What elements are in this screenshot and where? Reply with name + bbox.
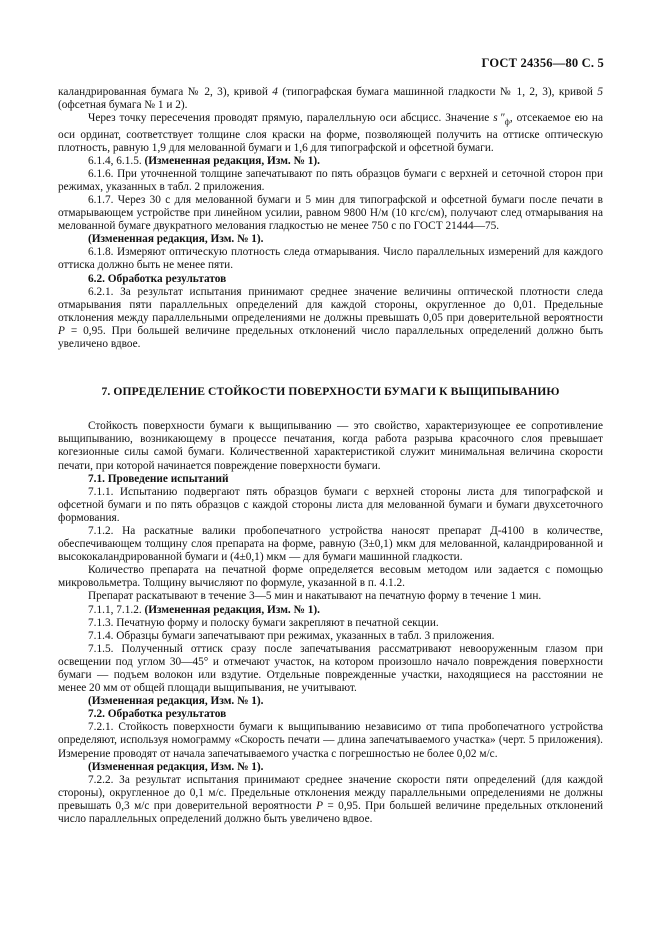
- text-run: 7.2.2. За результат испытания принимают среднее значение скорости пяти определений (для каждой стороны), округленное до 0,1 м/с. Предельные отклонения между параллельными определениями не должны превышать 0,3 м/с при доверительной вероятности: [58, 773, 603, 812]
- symbol-p: P: [58, 324, 65, 337]
- curve-number: 4: [272, 86, 278, 98]
- paragraph-7-1-3: 7.1.3. Печатную форму и полоску бумаги закрепляют в печатной секции.: [88, 616, 439, 629]
- paragraph-7-2-1: 7.2.1. Стойкость поверхности бумаги к выщипыванию независимо от типа пробопечатного устройства определяют, используя номограмму «Скорость печати — длина запечатываемого участка» (черт. 5 приложения). Измерение проводят от начала запечатываемого участка с погрешностью не более 0,02 м/с.: [58, 721, 603, 760]
- paragraph-7-1-5: 7.1.5. Полученный оттиск сразу после запечатывания рассматривают невооруженным глазом при освещении под углом 30—45° и отмечают участок, на котором произошло начало повреждения поверхности бумаги — подъем волокон или вздутие. Отдельные поврежденные участки, находящиеся на расстоянии не менее 20 мм от общей площади выщипывания, не учитывают.: [58, 642, 603, 695]
- paragraph-6-1-8: 6.1.8. Измеряют оптическую плотность следа отмарывания. Число параллельных измерений для каждого оттиска должно быть не менее пяти.: [58, 246, 603, 272]
- section-title-7: 7. ОПРЕДЕЛЕНИЕ СТОЙКОСТИ ПОВЕРХНОСТИ БУМАГИ К ВЫЩИПЫВАНИЮ: [101, 385, 560, 399]
- text-run: Через точку пересечения проводят прямую, паралелльную оси абсцисс. Значение: [88, 112, 494, 125]
- text-run: , отсекаемое ею на оси ординат, соответствует толщине слоя краски на форме, позволяющей получить на оттиске оптическую плотность, равную 1,9 для мелованной бумаги и 1,6 для типографской и офсетной бумаги.: [58, 112, 603, 154]
- paragraph-6-1-7: 6.1.7. Через 30 с для мелованной бумаги и 5 мин для типографской и офсетной бумаги после печати в отмарывающем устройстве при линейном усилии, равном 9800 Н/м (10 кгс/см), получают след отмарывания на мелованной бумаге двукратного мелования гладкостью не менее 750 с по ГОСТ 21444—75.: [58, 194, 603, 233]
- amendment-note: (Измененная редакция, Изм. № 1).: [88, 695, 264, 708]
- amendment-note: (Измененная редакция, Изм. № 1).: [88, 760, 264, 773]
- paragraph-7-1-2: 7.1.2. На раскатные валики пробопечатного устройства наносят препарат Д-4100 в количестве, обеспечивающем толщину слоя препарата на форме, равную (3±0,1) мкм для мелованной, каландрированной и высококаландрированной бумаги и (4±0,1) мкм — для бумаги машинной гладкости.: [58, 524, 603, 564]
- clause-number: 6.1.4, 6.1.5.: [88, 154, 145, 167]
- amendment-note: (Измененная редакция, Изм. № 1).: [144, 603, 320, 616]
- paragraph-7-2-2: [58, 774, 603, 826]
- paragraph-7-1-1-amend: [58, 604, 603, 617]
- text-run: каландрированная бумага № 2, 3), кривой: [58, 86, 273, 98]
- paragraph-definition: Стойкость поверхности бумаги к выщипыванию — это свойство, характеризующее ее сопротивление выщипыванию, возникающему в процессе печатания, когда работа разрыва красочного слоя превышает когезионные силы самой бумаги. Количественной характеристикой служит минимальная величина скорости печати, при которой начинается повреждение поверхности бумаги.: [58, 420, 603, 472]
- subsection-title-7-1: 7.1. Проведение испытаний: [88, 472, 229, 485]
- curve-number: 5: [597, 86, 603, 98]
- subsection-title-7-2: 7.2. Обработка результатов: [88, 708, 227, 721]
- clause-number: 7.1.1, 7.1.2.: [88, 603, 145, 616]
- paragraph-6-2-1: [58, 286, 603, 351]
- paragraph-intersection: [58, 112, 603, 155]
- text-run: (офсетная бумага № 1 и 2).: [58, 99, 188, 112]
- paragraph-7-1-4: 7.1.4. Образцы бумаги запечатывают при режимах, указанных в табл. 3 приложения.: [88, 629, 495, 642]
- symbol-subscript: ф: [504, 117, 510, 127]
- paragraph-6-1-4: [58, 155, 603, 168]
- text-run: = 0,95. При большей величине предельных отклонений число параллельных определений должно быть увеличено вдвое.: [58, 799, 603, 826]
- paragraph-quantity: Количество препарата на печатной форме определяется весовым методом или задается с помощью микровольметра. Толщину вычисляют по формуле, указанной в п. 4.1.2.: [58, 564, 603, 590]
- page-header: ГОСТ 24356—80 С. 5: [481, 56, 604, 70]
- page-content: [58, 86, 603, 826]
- paragraph-6-1-6: 6.1.6. При уточненной толщине запечатывают по пять образцов бумаги с верхней и сеточной сторон при режимах, указанных в табл. 2 приложения.: [58, 167, 603, 193]
- text-run: = 0,95. При большей величине предельных отклонений число параллельных определений должно быть увеличено вдвое.: [58, 324, 603, 351]
- paragraph-rolling: Препарат раскатывают в течение 3—5 мин и накатывают на печатную форму в течение 1 мин.: [88, 590, 542, 603]
- amendment-note: (Измененная редакция, Изм. № 1).: [144, 154, 320, 167]
- subsection-title-6-2: 6.2. Обработка результатов: [88, 272, 227, 285]
- symbol-p: P: [316, 799, 323, 812]
- paragraph-7-1-1: 7.1.1. Испытанию подвергают пять образцов бумаги с верхней стороны листа для типографской и офсетной бумаги и по пять образцов с каждой стороны листа для мелованной бумаги и бумаги двухсеточного формования.: [58, 485, 603, 524]
- text-run: (типографская бумага машинной гладкости № 1, 2, 3), кривой: [277, 86, 598, 98]
- text-run: 6.2.1. За результат испытания принимают среднее значение величины оптической плотности следа отмарывания пяти параллельных определений для каждой стороны, округленное до 0,01. Предельные отклонения между параллельными определениями не должны превышать 0,05 при доверительной вероятности: [58, 285, 603, 324]
- paragraph-curves: [58, 86, 603, 112]
- symbol-s: s ″: [493, 112, 505, 125]
- amendment-note: (Измененная редакция, Изм. № 1).: [88, 233, 264, 246]
